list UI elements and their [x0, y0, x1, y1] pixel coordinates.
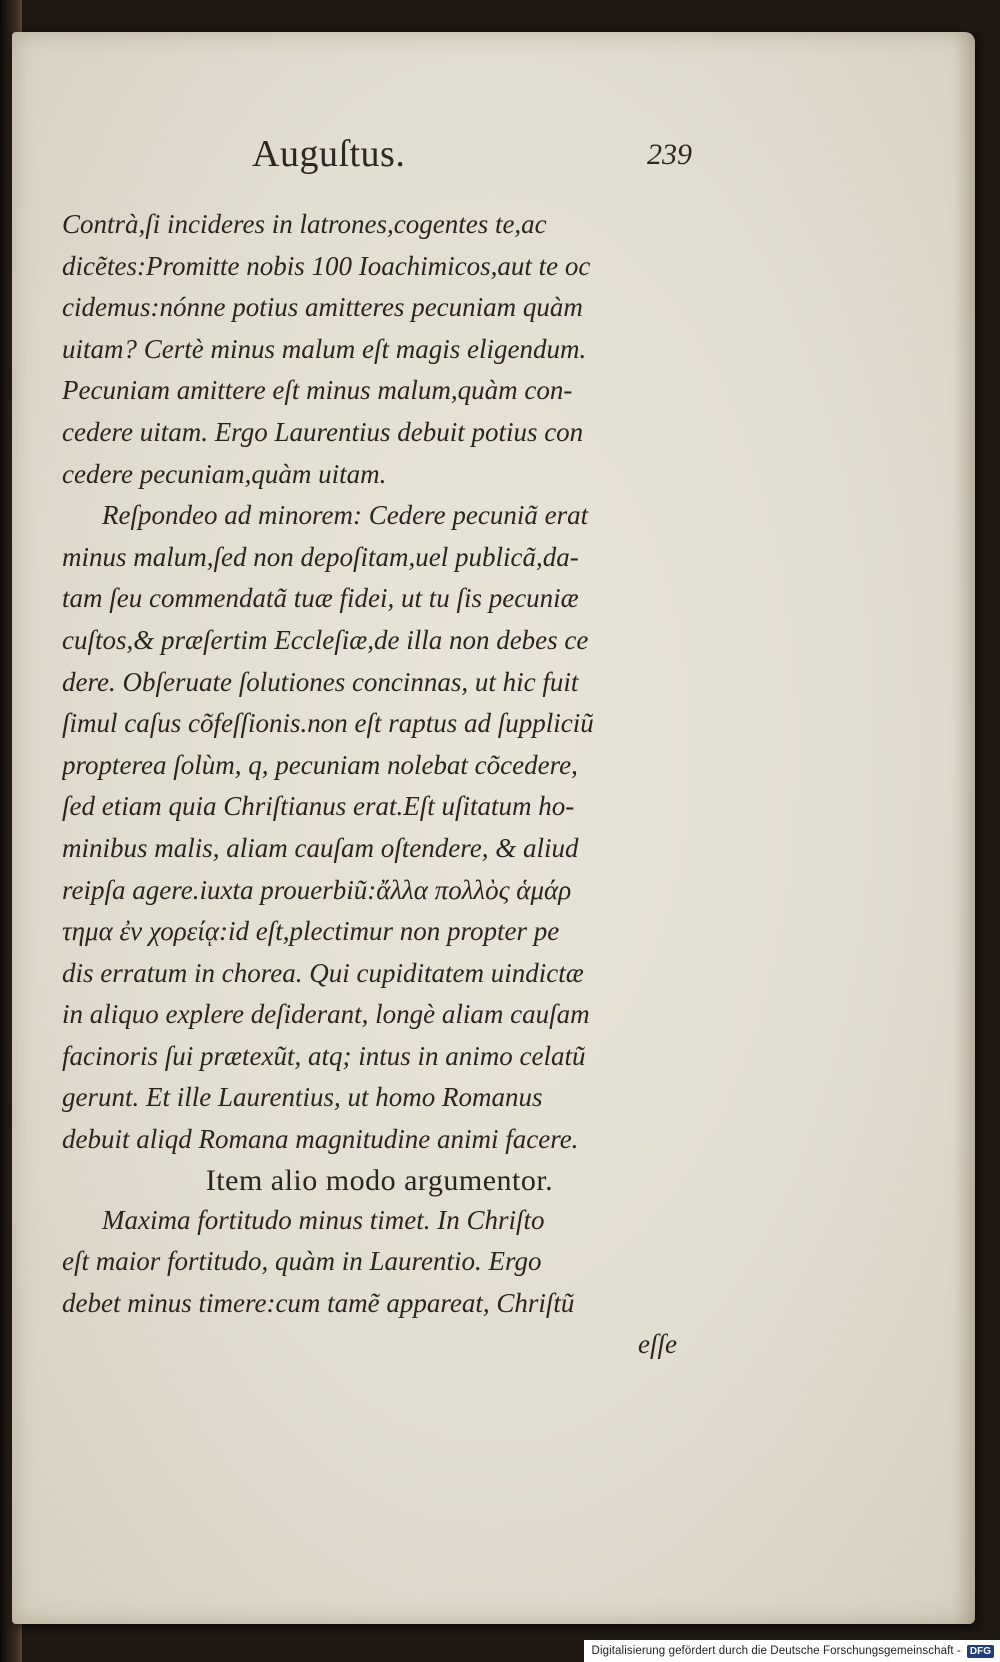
running-head: [252, 132, 692, 192]
text-line: facinoris ſui prætexũt, atq; intus in animo celatũ: [62, 1040, 586, 1071]
running-title: Auguſtus.: [252, 133, 406, 175]
text-line: ſimul caſus cõfeſſionis.non eſt raptus ad ſuppliciũ: [62, 708, 594, 739]
text-line: uitam? Certè minus malum eſt magis eligendum.: [62, 333, 587, 364]
text-line: reipſa agere.iuxta prouerbiũ:ἄλλα πολλὸς ἁμάρ: [62, 874, 572, 905]
text-line: tam ſeu commendatã tuæ fidei, ut tu ſis pecuniæ: [62, 583, 579, 614]
text-line: τημα ἐν χορείᾳ:id eſt,plectimur non propter pe: [62, 916, 560, 947]
text-line: Contrà,ſi incideres in latrones,cogentes te,ac: [62, 209, 547, 239]
book-page: [12, 32, 975, 1624]
text-line: Maxima fortitudo minus timet. In Chriſto: [102, 1204, 545, 1235]
page-number: 239: [647, 138, 692, 171]
text-line: debet minus timere:cum tamẽ appareat, Chriſtũ: [62, 1287, 575, 1318]
text-line: dicẽtes:Promitte nobis 100 Ioachimicos,aut te oc: [62, 250, 591, 281]
text-line: in aliquo explere deſiderant, longè aliam cauſam: [62, 999, 590, 1030]
text-line: debuit aliqd Romana magnitudine animi facere.: [62, 1124, 579, 1155]
text-line: eſt maior fortitudo, quàm in Laurentio. Ergo: [62, 1246, 542, 1277]
page-body-text: [62, 204, 697, 1366]
text-line: cidemus:nónne potius amitteres pecuniam quàm: [62, 292, 583, 323]
text-line: dere. Obſeruate ſolutiones concinnas, ut hic fuit: [62, 666, 579, 697]
text-line: cuſtos,& præſertim Eccleſiæ,de illa non debes ce: [62, 624, 589, 655]
catchword: eſſe: [638, 1329, 677, 1360]
digitization-credit-bar: [584, 1640, 1000, 1662]
section-heading: Item alio modo argumentor.: [205, 1163, 554, 1197]
text-line: dis erratum in chorea. Qui cupiditatem uindictæ: [62, 957, 584, 988]
credit-text: Digitalisierung gefördert durch die Deutsche Forschungsgemeinschaft -: [591, 1645, 961, 1657]
dfg-logo: DFG: [967, 1645, 994, 1658]
text-line: cedere uitam. Ergo Laurentius debuit potius con: [62, 416, 584, 447]
text-line: ſed etiam quia Chriſtianus erat.Eſt uſitatum ho-: [62, 791, 575, 822]
text-line: propterea ſolùm, q, pecuniam nolebat cõcedere,: [62, 749, 578, 780]
page-fore-edge: [953, 32, 975, 1624]
text-line: gerunt. Et ille Laurentius, ut homo Romanus: [62, 1082, 543, 1113]
text-line: minus malum,ſed non depoſitam,uel publicã,da-: [62, 541, 579, 572]
text-line: Reſpondeo ad minorem: Cedere pecuniã erat: [102, 500, 589, 531]
text-line: Pecuniam amittere eſt minus malum,quàm con-: [62, 375, 573, 406]
text-line: cedere pecuniam,quàm uitam.: [62, 458, 387, 489]
text-line: minibus malis, aliam cauſam oſtendere, & aliud: [62, 832, 579, 863]
